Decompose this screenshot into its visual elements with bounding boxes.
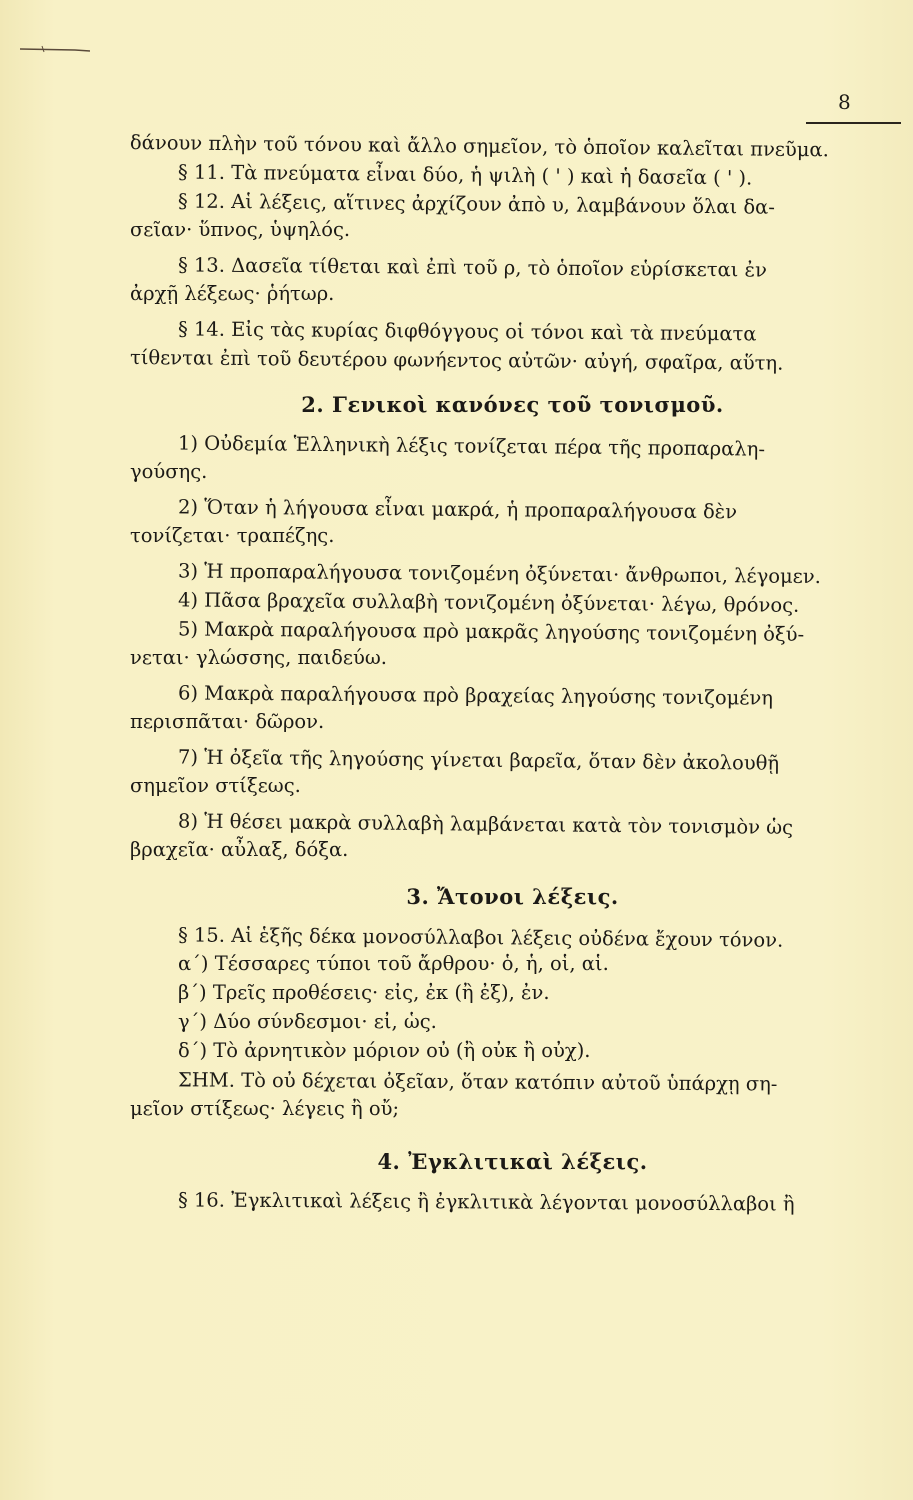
text-line: δάνουν πλὴν τοῦ τόνου καὶ ἄλλο σημεῖον, τὸ ὁποῖον καλεῖται πνεῦμα. <box>129 131 829 162</box>
note: ΣΗΜ. Τὸ οὐ δέχεται ὀξεῖαν, ὅταν κατόπιν αὐτοῦ ὑπάρχῃ ση- <box>177 1068 778 1096</box>
list-item-c: γ΄) Δύο σύνδεσμοι· εἰ, ὡς. <box>178 1010 437 1033</box>
text-line: τίθενται ἐπὶ τοῦ δευτέρου φωνήεντος αὐτῶν· αὐγή, σφαῖρα, αὕτη. <box>129 346 784 375</box>
rule-8: 8) Ἡ θέσει μακρὰ συλλαβὴ λαμβάνεται κατὰ τὸν τονισμὸν ὡς <box>177 809 794 839</box>
text-line: βραχεῖα· αὖλαξ, δόξα. <box>130 838 349 861</box>
page-number-rule <box>806 122 901 124</box>
paragraph-13: § 13. Δασεῖα τίθεται καὶ ἐπὶ τοῦ ρ, τὸ ὁποῖον εὑρίσκεται ἐν <box>177 253 768 282</box>
page-body <box>130 128 895 1214</box>
rule-4: 4) Πᾶσα βραχεῖα συλλαβὴ τονιζομένη ὀξύνεται· λέγω, θρόνος. <box>177 588 800 617</box>
corner-pencil-mark <box>20 44 90 54</box>
rule-7: 7) Ἡ ὀξεῖα τῆς ληγούσης γίνεται βαρεῖα, ὅταν δὲν ἀκολουθῇ <box>177 745 780 775</box>
paragraph-12: § 12. Αἱ λέξεις, αἵτινες ἀρχίζουν ἀπὸ υ, λαμβάνουν ὅλαι δα- <box>177 189 776 219</box>
section-heading-4: 4. Ἐγκλιτικαὶ λέξεις. <box>377 1149 648 1174</box>
paragraph-14: § 14. Εἰς τὰς κυρίας διφθόγγους οἱ τόνοι καὶ τὰ πνεύματα <box>177 317 757 346</box>
text-line: σημεῖον στίξεως. <box>130 774 301 797</box>
rule-6: 6) Μακρὰ παραλήγουσα πρὸ βραχείας ληγούσης τονιζομένη <box>177 681 774 710</box>
text-line: σεῖαν· ὕπνος, ὑψηλός. <box>130 218 351 241</box>
list-item-a: α΄) Τέσσαρες τύποι τοῦ ἄρθρου· ὁ, ἡ, οἱ, αἱ. <box>178 952 609 975</box>
list-item-d: δ΄) Τὸ ἀρνητικὸν μόριον οὐ (ἢ οὐκ ἢ οὐχ). <box>178 1039 591 1062</box>
paragraph-16: § 16. Ἐγκλιτικαὶ λέξεις ἢ ἐγκλιτικὰ λέγονται μονοσύλλαβοι ἢ <box>177 1188 795 1216</box>
rule-1: 1) Οὐδεμία Ἑλληνικὴ λέξις τονίζεται πέρα τῆς προπαραλη- <box>177 431 766 461</box>
rule-2: 2) Ὅταν ἡ λήγουσα εἶναι μακρά, ἡ προπαραλήγουσα δὲν <box>177 495 738 524</box>
list-item-b: β΄) Τρεῖς προθέσεις· εἰς, ἐκ (ἢ ἐξ), ἐν. <box>178 981 550 1004</box>
text-line: περισπᾶται· δῶρον. <box>130 710 325 733</box>
text-line: ἀρχῇ λέξεως· ῥήτωρ. <box>130 282 335 305</box>
section-heading-2: 2. Γενικοὶ κανόνες τοῦ τονισμοῦ. <box>301 392 724 417</box>
text-line: γούσης. <box>130 460 208 483</box>
rule-3: 3) Ἡ προπαραλήγουσα τονιζομένη ὀξύνεται· ἄνθρωποι, λέγομεν. <box>177 559 821 589</box>
paragraph-11: § 11. Τὰ πνεύματα εἶναι δύο, ἡ ψιλὴ ( ' ) καὶ ἡ δασεῖα ( ' ). <box>177 160 753 190</box>
text-line: τονίζεται· τραπέζης. <box>130 524 335 547</box>
text-line: μεῖον στίξεως· λέγεις ἢ οὔ; <box>130 1097 400 1120</box>
section-heading-3: 3. Ἄτονοι λέξεις. <box>406 884 619 909</box>
page-number: 8 <box>838 90 851 114</box>
rule-5: 5) Μακρὰ παραλήγουσα πρὸ μακρᾶς ληγούσης τονιζομένη ὀξύ- <box>177 617 805 646</box>
text-line: νεται· γλώσσης, παιδεύω. <box>130 646 387 669</box>
paragraph-15: § 15. Αἱ ἑξῆς δέκα μονοσύλλαβοι λέξεις οὐδένα ἔχουν τόνον. <box>177 923 784 952</box>
